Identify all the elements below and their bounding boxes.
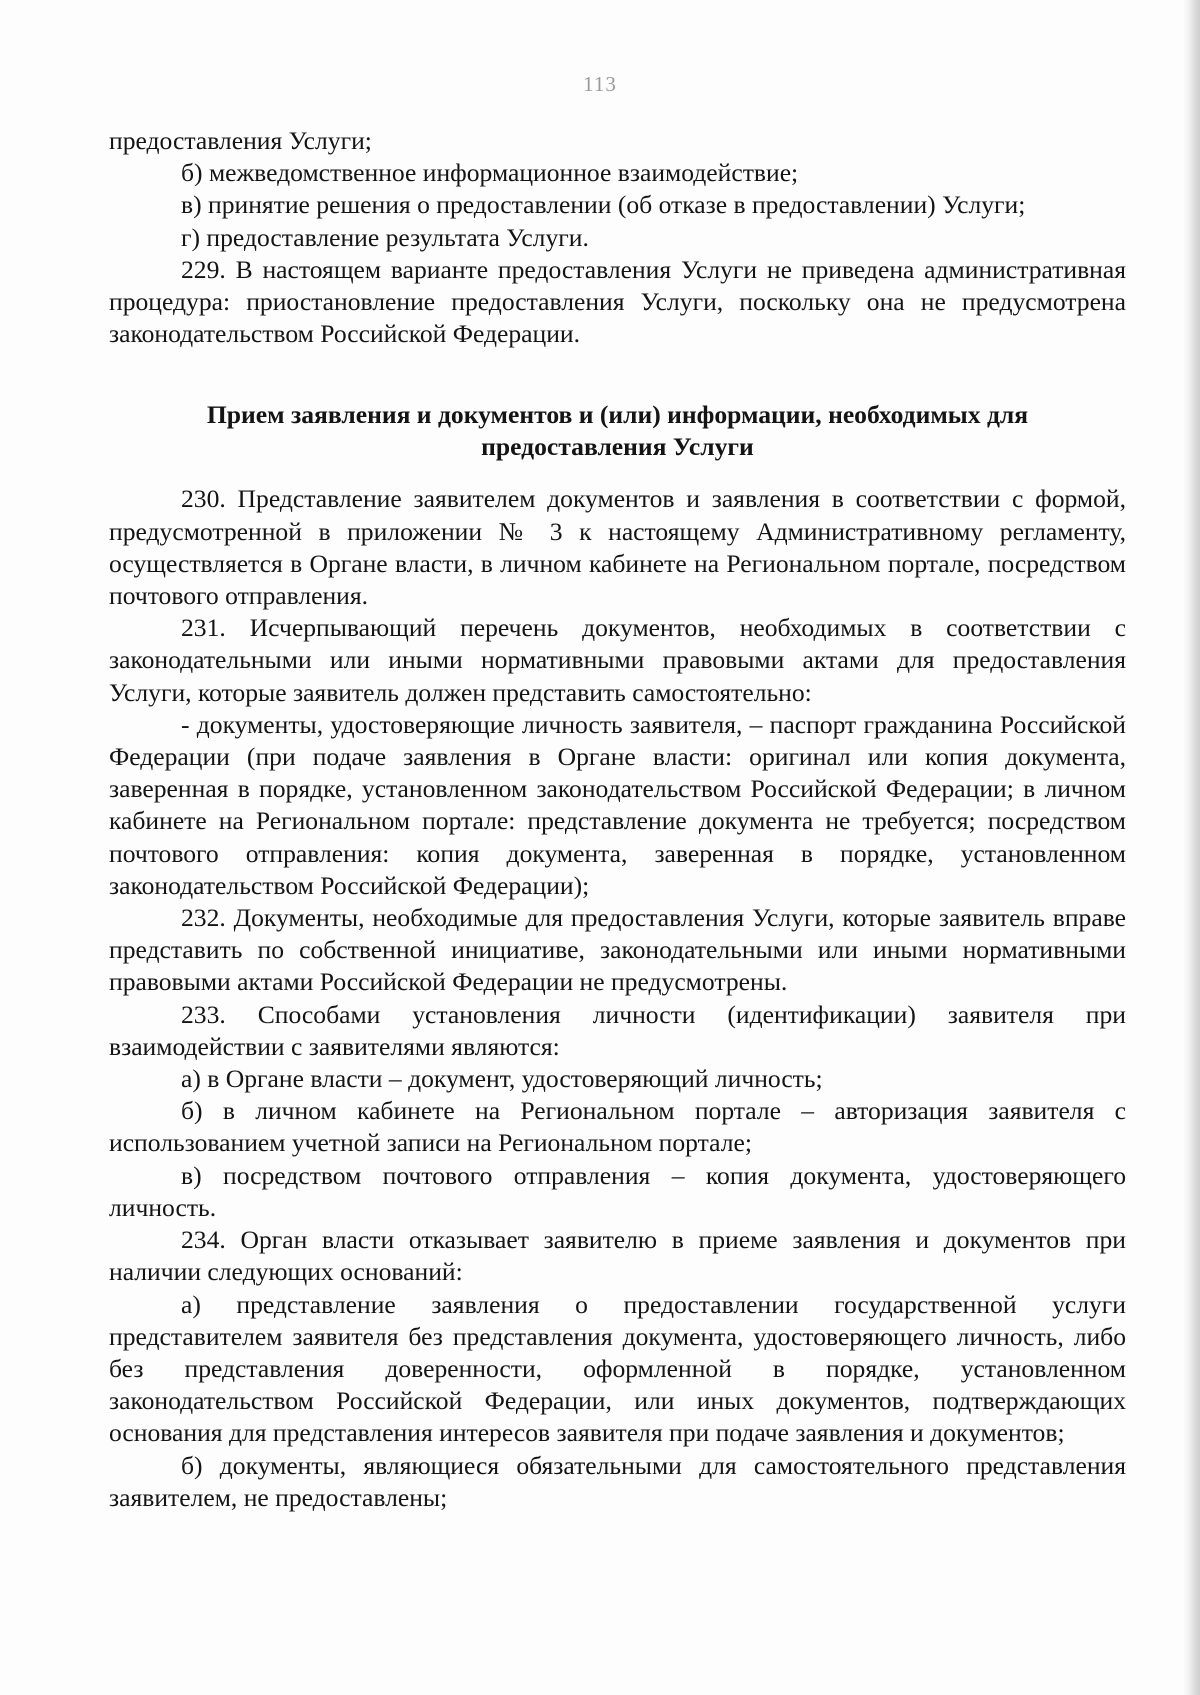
section-heading [109, 399, 1126, 463]
section-heading-line-2: предоставления Услуги [481, 432, 754, 462]
section-heading-line-1: Прием заявления и документов и (или) информации, необходимых для [206, 400, 1029, 430]
paragraph-229: 229. В настоящем варианте предоставления Услуги не приведена административная процедура: приостановление предоставления Услуги, поскольку она не предусмотрена законодательством Российской Федерации. [109, 254, 1126, 349]
list-item-b: б) межведомственное информационное взаимодействие; [181, 158, 799, 188]
paragraph-233-item-v: в) посредством почтового отправления – копия документа, удостоверяющего личность. [109, 1160, 1126, 1222]
document-text [109, 125, 1126, 1514]
paragraph-231: 231. Исчерпывающий перечень документов, необходимых в соответствии с законодательными или иными нормативными правовыми актами для предоставления Услуги, которые заявитель должен представить самостоятельно: [109, 613, 1126, 707]
list-item-v: в) принятие решения о предоставлении (об отказе в предоставлении) Услуги; [181, 190, 1026, 220]
paragraph-233-item-a: а) в Органе власти – документ, удостоверяющий личность; [181, 1064, 823, 1094]
paragraph-232: 232. Документы, необходимые для предоставления Услуги, которые заявитель вправе представить по собственной инициативе, законодательными или иными нормативными правовыми актами Российской Федерации не предусмотрены. [109, 903, 1126, 997]
paragraph-230: 230. Представление заявителем документов и заявления в соответствии с формой, предусмотренной в приложении № 3 к настоящему Административному регламенту, осуществляется в Органе власти, в личном кабинете на Региональном портале, посредством почтового отправления. [109, 484, 1126, 611]
scan-edge-shadow [1182, 0, 1200, 1695]
paragraph-233: 233. Способами установления личности (идентификации) заявителя при взаимодействии с заявителями являются: [109, 999, 1126, 1061]
list-item-g: г) предоставление результата Услуги. [181, 222, 589, 252]
paragraph-231-list-item: - документы, удостоверяющие личность заявителя, – паспорт гражданина Российской Федерации (при подаче заявления в Органе власти: оригинал или копия документа, заверенная в порядке, установленном законодательством Российской Федерации; в личном кабинете на Региональном портале: представление документа не требуется; посредством почтового отправления: копия документа, заверенная в порядке, установленном законодательством Российской Федерации); [109, 709, 1126, 900]
paragraph-234-item-a: а) представление заявления о предоставлении государственной услуги представителем заявителя без представления документа, удостоверяющего личность, либо без представления доверенности, оформленной в порядке, установленном законодательством Российской Федерации, или иных документов, подтверждающих основания для представления интересов заявителя при подаче заявления и документов; [109, 1289, 1126, 1448]
paragraph-234-item-b: б) документы, являющиеся обязательными для самостоятельного представления заявителем, не предоставлены; [109, 1450, 1126, 1512]
paragraph-233-item-b: б) в личном кабинете на Региональном портале – авторизация заявителя с использованием учетной записи на Региональном портале; [109, 1096, 1126, 1158]
page-number: 113 [583, 72, 617, 96]
paragraph-intro-continuation: предоставления Услуги; [109, 126, 372, 155]
paragraph-234: 234. Орган власти отказывает заявителю в приеме заявления и документов при наличии следующих оснований: [109, 1225, 1126, 1287]
